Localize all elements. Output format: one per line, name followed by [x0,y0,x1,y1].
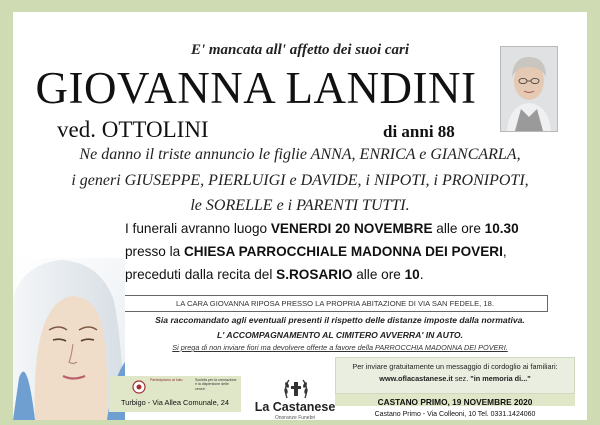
intro-line: E' mancata all' affetto dei suoi cari [190,42,410,58]
flowers-notice: Si prega di non inviare fiori ma devolvere offerte a favore della PARROCCHIA MADONNA DEI POVERI. [172,343,508,352]
rosary: S.ROSARIO [276,267,353,282]
rest-location-box: LA CARA GIOVANNA RIPOSA PRESSO LA PROPRIA ABITAZIONE DI VIA SAN FEDELE, 18. [122,295,548,312]
funeral-text: I funerali avranno luogo [125,221,271,236]
wreath-logo-icon [281,376,311,400]
announcement-line-2: i generi GIUSEPPE, PIERLUIGI e DAVIDE, i NIPOTI, i PRONIPOTI, [71,172,529,189]
company-address: Castano Primo - Via Colleoni, 10 Tel. 0331.1424060 [374,411,536,418]
funeral-text: alle ore [352,267,405,282]
funeral-text: preceduti dalla recita del [125,267,277,282]
funeral-text: presso la [125,244,184,259]
funeral-date: VENERDI 20 NOVEMBRE [270,221,433,236]
car-notice: L' ACCOMPAGNAMENTO AL CIMITERO AVVERRA' IN AUTO. [217,330,463,340]
deceased-portrait [500,46,558,132]
turbigo-address: Turbigo - Via Allea Comunale, 24 [120,398,230,407]
company-logo-name: La Castanese [254,400,336,414]
funeral-text: , [502,244,507,259]
funeral-time: 10.30 [484,221,519,236]
company-logo-subtitle: Onoranze Funebri [274,415,316,420]
distance-notice: Sia raccomandato agli eventuali presenti il rispetto delle distanze imposte dalla normativa. [155,315,525,325]
announcement-line-3: le SORELLE e i PARENTI TUTTI. [190,197,410,214]
rosary-time: 10 [404,267,420,282]
funeral-text: alle ore [432,221,485,236]
badge-text-1: Partecipiamo al lutto [150,378,183,382]
condolence-text: Per inviare gratuitamente un messaggio di cordoglio ai familiari: [352,362,558,371]
deceased-name: GIOVANNA LANDINI [35,63,477,113]
funeral-line-2 [125,244,507,259]
widow-of: ved. OTTOLINI [57,117,209,142]
funeral-line-3 [125,267,423,282]
condolence-section: "in memoria di..." [470,374,531,383]
announcement-line-1: Ne danno il triste annuncio le figlie ANNA, ENRICA e GIANCARLA, [79,146,521,163]
age: di anni 88 [383,122,455,141]
funeral-line-1 [125,221,519,236]
funeral-text: . [419,267,424,282]
association-badge-icon [131,380,147,394]
obituary-sheet [13,12,587,420]
funeral-church: CHIESA PARROCCHIALE MADONNA DEI POVERI [183,244,503,259]
place-date: CASTANO PRIMO, 19 NOVEMBRE 2020 [377,397,533,407]
condolence-sez: sez. [454,374,471,383]
condolence-site-link[interactable]: www.oflacastanese.it [379,374,453,383]
condolence-site-line [339,374,571,383]
badge-text-2: Società per la cremazione e la dispersione delle ceneri [195,378,237,391]
